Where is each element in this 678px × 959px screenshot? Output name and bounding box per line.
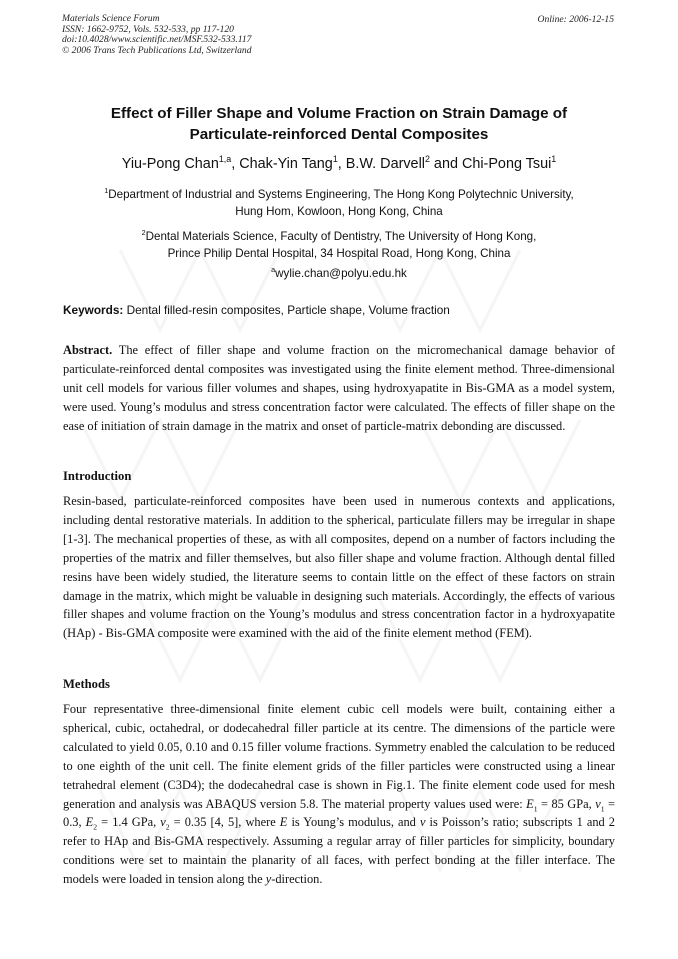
methods-text: is Poisson’s ratio; subscripts 1 and 2 refer to HAp and Bis-GMA respectively. Assuming a regular array of filler particles for simplicity, boundary conditions were set to maintain the planarity of all faces, with perfect bonding at the filler interface. The models were loaded in tension along the xyxy=(63,815,615,887)
journal-issn: ISSN: 1662-9752, Vols. 532-533, pp 117-120 xyxy=(62,23,234,35)
journal-name: Materials Science Forum xyxy=(62,13,160,24)
methods-text: -direction. xyxy=(271,872,323,887)
math-subscript: 2 xyxy=(165,822,170,832)
math-subscript: 1 xyxy=(600,804,605,813)
methods-text: = 0.35 [4, 5], where xyxy=(169,815,280,830)
author-separator: and xyxy=(429,156,462,172)
math-symbol: E xyxy=(526,796,534,811)
affiliation-line: Hung Hom, Kowloon, Hong Kong, China xyxy=(235,205,443,218)
affiliation-1 xyxy=(60,186,618,220)
methods-text: = 0.3, xyxy=(63,796,615,830)
methods-text: is Young’s modulus, and xyxy=(287,815,420,830)
keywords xyxy=(63,303,450,317)
author-name: B.W. Darvell xyxy=(345,156,425,172)
email-address[interactable]: wylie.chan@polyu.edu.hk xyxy=(275,267,407,280)
affiliation-2 xyxy=(60,228,618,262)
math-symbol: v xyxy=(595,796,601,811)
math-subscript: 1 xyxy=(533,804,538,813)
section-heading-methods: Methods xyxy=(63,677,110,691)
affiliation-superscript: 2 xyxy=(141,228,146,238)
abstract-label: Abstract. xyxy=(63,343,113,357)
math-symbol: v xyxy=(419,815,426,830)
math-symbol: E xyxy=(85,815,94,830)
journal-header xyxy=(62,14,252,56)
author-superscript: 1,a xyxy=(218,154,232,165)
author-superscript: 2 xyxy=(424,154,430,165)
author-superscript: 1 xyxy=(332,154,338,165)
journal-doi: doi:10.4028/www.scientific.net/MSF.532-533.117 xyxy=(62,34,252,46)
introduction-paragraph: Resin-based, particulate-reinforced composites have been used in numerous contexts and applications, including dental restorative materials. In addition to the spherical, particulate fillers may be irregular in shape [1-3]. The mechanical properties of these, as with all composites, depend on a number of factors including the properties of the matrix and filler themselves, but also filler shape and volume fraction. Although dental filled resins have been widely studied, the literature seems to contain little on the effect of these factors on strain damage in the matrix, which might be valuable in designing such materials. Accordingly, the effects of various filler shapes and volume fraction on the Young’s modulus and stress concentration factor in a hydroxyapatite (HAp) - Bis-GMA composite were examined with the aid of the finite element method (FEM). xyxy=(63,494,615,641)
email-superscript: a xyxy=(271,265,276,275)
affiliation-line: Prince Philip Dental Hospital, 34 Hospital Road, Hong Kong, China xyxy=(167,247,511,260)
paper-title xyxy=(60,103,618,145)
author-superscript: 1 xyxy=(551,154,557,165)
keywords-text: Dental filled-resin composites, Particle shape, Volume fraction xyxy=(123,303,450,317)
corresponding-email xyxy=(60,265,618,282)
journal-copyright: © 2006 Trans Tech Publications Ltd, Switzerland xyxy=(62,44,252,56)
keywords-label: Keywords: xyxy=(63,303,124,317)
title-line-1: Effect of Filler Shape and Volume Fraction on Strain Damage of xyxy=(110,105,568,122)
section-heading-introduction: Introduction xyxy=(63,469,132,483)
author-list: Yiu-Pong Chan$^{1,a}$, Chak-Yin Tang$^1$, B.W. Darvell$^2$ and Chi-Pong Tsui$^1$ xyxy=(121,154,557,172)
abstract-text: The effect of filler shape and volume fraction on the micromechanical damage behavior of particulate-reinforced dental composites was investigated using the finite element method. Three-dimensional unit cell models for various filler volumes and shapes, using hydroxyapatite in Bis-GMA as a model system, were used. Young’s modulus and stress concentration factor were calculated. The effects of filler shape on the ease of initiation of strain damage in the matrix and onset of particle-matrix debonding are discussed. xyxy=(63,343,615,433)
author-name: Yiu-Pong Chan xyxy=(121,156,219,172)
affiliation-line: Department of Industrial and Systems Engineering, The Hong Kong Polytechnic University, xyxy=(108,188,574,201)
methods-text: = 1.4 GPa, xyxy=(97,815,161,830)
methods-text: = 85 GPa, xyxy=(537,796,596,811)
math-symbol: y xyxy=(265,872,272,887)
online-date: Online: 2006-12-15 xyxy=(537,14,614,25)
methods-text: Four representative three-dimensional finite element cubic cell models were built, containing either a spherical, cubic, octahedral, or dodecahedral filler particle at its centre. The dimensions of the particle were calculated to yield 0.05, 0.10 and 0.15 filler volume fractions. Symmetry enabled the calculation to be reduced to one eighth of the unit cell. The finite element grids of the filler particles were constructed using a linear tetrahedral element (C3D4); the dodecahedral case is shown in Fig.1. The finite element code used for mesh generation and analysis was ABAQUS version 5.8. The material property values used were: xyxy=(63,702,615,811)
title-line-2: Particulate-reinforced Dental Composites xyxy=(189,126,489,143)
affiliation-superscript: 1 xyxy=(104,186,109,196)
math-subscript: 2 xyxy=(93,822,98,832)
author-name: Chi-Pong Tsui xyxy=(461,156,552,172)
math-symbol: v xyxy=(160,815,166,830)
methods-paragraph xyxy=(63,700,615,889)
affiliation-line: Dental Materials Science, Faculty of Dentistry, The University of Hong Kong, xyxy=(145,230,537,243)
abstract xyxy=(63,341,615,436)
math-symbol: E xyxy=(279,815,288,830)
author-name: Chak-Yin Tang xyxy=(239,156,333,172)
